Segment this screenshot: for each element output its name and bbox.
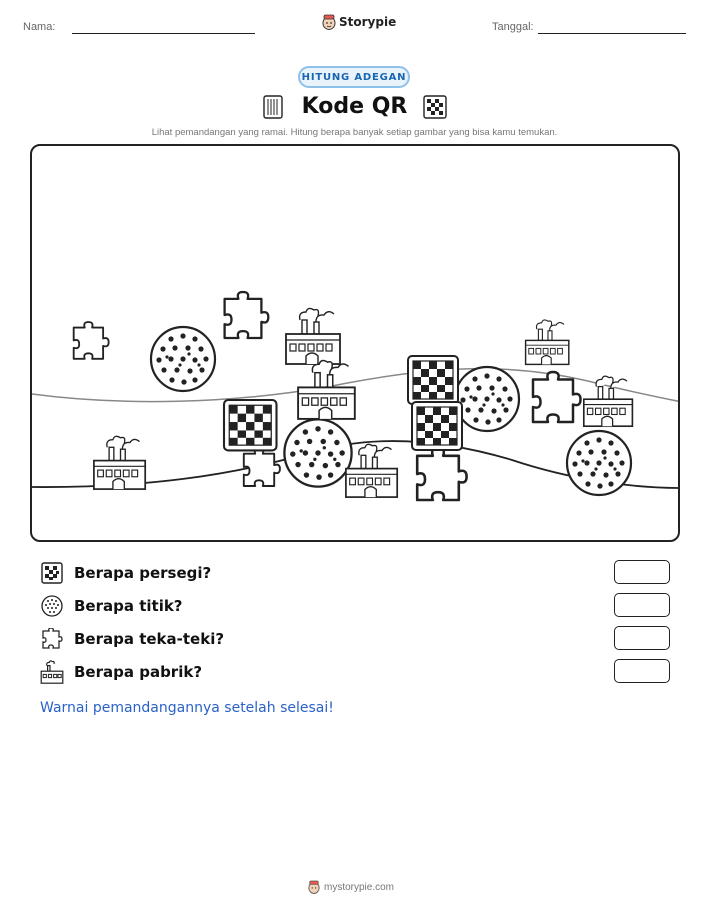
qr-square — [408, 356, 458, 404]
dotted-circle — [284, 419, 351, 486]
puzzle-piece-icon — [40, 627, 64, 651]
footer — [308, 880, 394, 894]
puzzle-piece — [417, 448, 466, 500]
puzzle-piece — [533, 372, 581, 422]
instructions-subtitle: Lihat pemandangan yang ramai. Hitung berapa banyak setiap gambar yang bisa kamu temukan. — [151, 127, 558, 138]
factory — [584, 376, 633, 426]
name-label: Nama: — [23, 21, 56, 33]
qr-square — [412, 402, 462, 450]
qr-square-icon — [40, 561, 64, 585]
qr-code-icon — [423, 95, 447, 119]
question-text: Berapa titik? — [74, 597, 183, 615]
scene-drawing — [32, 146, 680, 542]
answer-box[interactable] — [614, 560, 670, 584]
back-hill-line — [32, 369, 680, 402]
storypie-mascot-icon — [322, 14, 336, 30]
page-title: Kode QR — [301, 94, 408, 119]
factory-icon — [40, 660, 64, 684]
date-label: Tanggal: — [492, 21, 534, 33]
dotted-circle — [455, 367, 519, 431]
counting-scene — [30, 144, 680, 542]
puzzle-piece — [244, 448, 280, 486]
factory — [94, 436, 145, 489]
dotted-circle — [151, 327, 215, 391]
question-squares — [40, 560, 670, 586]
dotted-circle — [567, 431, 631, 495]
question-text: Berapa teka-teki? — [74, 630, 225, 648]
answer-box[interactable] — [614, 659, 670, 683]
factory — [346, 444, 397, 497]
category-badge: HITUNG ADEGAN — [298, 66, 410, 88]
puzzle-piece — [225, 292, 269, 338]
answer-box[interactable] — [614, 593, 670, 617]
question-text: Berapa persegi? — [74, 564, 212, 582]
question-text: Berapa pabrik? — [74, 663, 203, 681]
question-dots — [40, 593, 670, 619]
storypie-mascot-icon — [308, 880, 320, 894]
factory — [286, 308, 340, 364]
footer-url[interactable]: mystorypie.com — [324, 881, 395, 893]
date-line[interactable] — [538, 33, 686, 34]
coloring-instruction: Warnai pemandangannya setelah selesai! — [40, 700, 334, 716]
brand-logo — [322, 14, 396, 30]
puzzle-piece — [74, 322, 109, 359]
name-line[interactable] — [72, 33, 255, 34]
question-factories — [40, 659, 670, 685]
qr-square — [224, 400, 277, 450]
factory — [526, 320, 569, 364]
dotted-circle-icon — [40, 594, 64, 618]
brand-name: Storypie — [339, 15, 397, 29]
factory — [298, 361, 355, 419]
answer-box[interactable] — [614, 626, 670, 650]
question-puzzles — [40, 626, 670, 652]
